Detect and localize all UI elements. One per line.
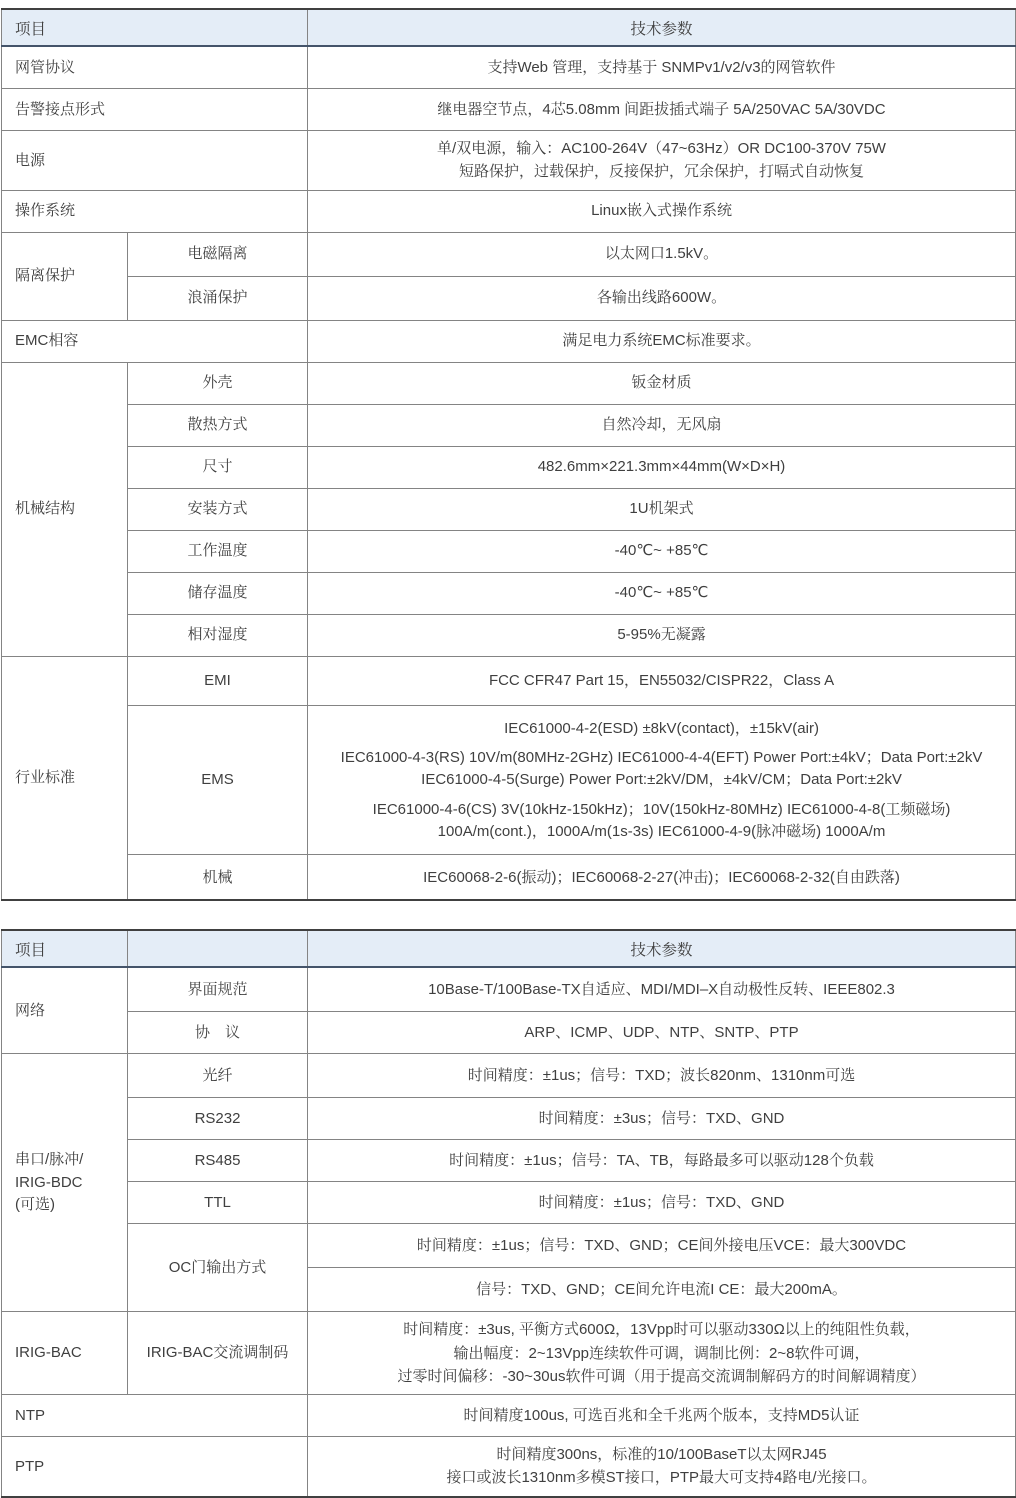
- row-network-mgmt-protocol: [2, 46, 1016, 89]
- label-irig-bac: IRIG-BAC: [2, 1312, 128, 1395]
- row-fiber: [2, 1054, 1016, 1098]
- sublabel-surge-protection: 浪涌保护: [128, 276, 308, 320]
- row-ptp: [2, 1437, 1016, 1497]
- serial-label-line-3: (可选): [15, 1196, 55, 1213]
- row-storage-temperature: [2, 572, 1016, 614]
- label-emc-compatibility: EMC相容: [2, 320, 308, 362]
- general-spec-table: [1, 8, 1016, 901]
- sublabel-ttl: TTL: [128, 1182, 308, 1224]
- row-surge-protection: [2, 276, 1016, 320]
- sublabel-electromagnetic-isolation: 电磁隔离: [128, 232, 308, 276]
- sublabel-interface-spec: 界面规范: [128, 967, 308, 1012]
- ptp-line-2: 接口或波长1310nm多模ST接口，PTP最大可支持4路电/光接口。: [446, 1469, 877, 1487]
- irig-bac-line-1: 时间精度：±3us, 平衡方式600Ω，13Vpp时可以驱动330Ω以上的纯阻性负载，: [403, 1321, 920, 1339]
- table1-header-item: 项目: [2, 9, 308, 46]
- sublabel-mechanical-standards: 机械: [128, 855, 308, 901]
- sublabel-mounting: 安装方式: [128, 488, 308, 530]
- value-dimensions: 482.6mm×221.3mm×44mm(W×D×H): [308, 446, 1016, 488]
- label-mechanical-structure: 机械结构: [2, 362, 128, 656]
- row-ntp: [2, 1395, 1016, 1437]
- value-protocols: ARP、ICMP、UDP、NTP、SNTP、PTP: [308, 1012, 1016, 1054]
- sublabel-enclosure: 外壳: [128, 362, 308, 404]
- serial-label-line-2: IRIG-BDC: [15, 1173, 83, 1191]
- row-ttl: [2, 1182, 1016, 1224]
- row-emi: [2, 656, 1016, 705]
- sublabel-oc-output: OC门输出方式: [128, 1224, 308, 1312]
- value-interface-spec: 10Base-T/100Base-TX自适应、MDI/MDI–X自动极性反转、IEEE802.3: [308, 967, 1016, 1012]
- sublabel-emi: EMI: [128, 656, 308, 705]
- row-ems: [2, 705, 1016, 855]
- ptp-line-1: 时间精度300ns，标准的10/100BaseT以太网RJ45: [496, 1446, 827, 1463]
- value-rs485: 时间精度：±1us；信号：TA、TB，每路最多可以驱动128个负载: [308, 1140, 1016, 1182]
- ems-paragraph-2: IEC61000-4-3(RS) 10V/m(80MHz-2GHz) IEC61000-4-4(EFT) Power Port:±4kV；Data Port:±2kV IEC61000-4-5(Surge) Power Port:±2kV/DM，±4kV/CM；Data Port:±2kV: [340, 749, 983, 788]
- sublabel-dimensions: 尺寸: [128, 446, 308, 488]
- row-interface-spec: [2, 967, 1016, 1012]
- table1-header-param: 技术参数: [308, 9, 1016, 46]
- row-enclosure: [2, 362, 1016, 404]
- value-network-mgmt-protocol: 支持Web 管理，支持基于 SNMPv1/v2/v3的网管软件: [308, 46, 1016, 89]
- row-rs485: [2, 1140, 1016, 1182]
- label-serial-pulse-irig-bdc: [2, 1054, 128, 1312]
- serial-label-line-1: 串口/脉冲/: [15, 1151, 84, 1168]
- value-ems: [308, 705, 1016, 855]
- value-electromagnetic-isolation: 以太网口1.5kV。: [308, 232, 1016, 276]
- sublabel-rs232: RS232: [128, 1098, 308, 1140]
- value-surge-protection: 各输出线路600W。: [308, 276, 1016, 320]
- label-power-supply: 电源: [2, 131, 308, 191]
- row-cooling: [2, 404, 1016, 446]
- value-cooling: 自然冷却，无风扇: [308, 404, 1016, 446]
- row-oc-output-1: [2, 1224, 1016, 1268]
- label-network-mgmt-protocol: 网管协议: [2, 46, 308, 89]
- table1-header-row: [2, 9, 1016, 46]
- table2-header-param: 技术参数: [308, 930, 1016, 967]
- label-ptp: PTP: [2, 1437, 308, 1497]
- sublabel-relative-humidity: 相对湿度: [128, 614, 308, 656]
- value-emc-compatibility: 满足电力系统EMC标准要求。: [308, 320, 1016, 362]
- label-industry-standards: 行业标准: [2, 656, 128, 900]
- row-operating-temperature: [2, 530, 1016, 572]
- label-network: 网络: [2, 967, 128, 1054]
- sublabel-protocols: 协 议: [128, 1012, 308, 1054]
- value-ntp: 时间精度100us, 可选百兆和全千兆两个版本，支持MD5认证: [308, 1395, 1016, 1437]
- row-power-supply: [2, 131, 1016, 191]
- row-emc-compatibility: [2, 320, 1016, 362]
- sublabel-cooling: 散热方式: [128, 404, 308, 446]
- value-relative-humidity: 5-95%无凝露: [308, 614, 1016, 656]
- row-alarm-contact: [2, 89, 1016, 131]
- value-oc-output-2: 信号：TXD、GND；CE间允许电流I CE：最大200mA。: [308, 1268, 1016, 1312]
- power-line-1: 单/双电源，输入：AC100-264V（47~63Hz）OR DC100-370V 75W: [437, 140, 886, 157]
- row-electromagnetic-isolation: [2, 232, 1016, 276]
- sublabel-rs485: RS485: [128, 1140, 308, 1182]
- table2-header-item: 项目: [2, 930, 128, 967]
- label-alarm-contact: 告警接点形式: [2, 89, 308, 131]
- row-protocols: [2, 1012, 1016, 1054]
- sublabel-storage-temperature: 储存温度: [128, 572, 308, 614]
- label-isolation-protection: 隔离保护: [2, 232, 128, 320]
- value-enclosure: 钣金材质: [308, 362, 1016, 404]
- value-fiber: 时间精度：±1us；信号：TXD；波长820nm、1310nm可选: [308, 1054, 1016, 1098]
- sublabel-ems: EMS: [128, 705, 308, 855]
- value-storage-temperature: -40℃~ +85℃: [308, 572, 1016, 614]
- value-emi: FCC CFR47 Part 15，EN55032/CISPR22，Class A: [308, 656, 1016, 705]
- table2-header-row: [2, 930, 1016, 967]
- row-operating-system: [2, 190, 1016, 232]
- value-operating-system: Linux嵌入式操作系统: [308, 190, 1016, 232]
- value-oc-output-1: 时间精度：±1us；信号：TXD、GND；CE间外接电压VCE：最大300VDC: [308, 1224, 1016, 1268]
- irig-bac-line-2: 输出幅度：2~13Vpp连续软件可调，调制比例：2~8软件可调，: [453, 1344, 870, 1362]
- value-mounting: 1U机架式: [308, 488, 1016, 530]
- row-rs232: [2, 1098, 1016, 1140]
- value-alarm-contact: 继电器空节点，4芯5.08mm 间距拔插式端子 5A/250VAC 5A/30VDC: [308, 89, 1016, 131]
- value-operating-temperature: -40℃~ +85℃: [308, 530, 1016, 572]
- ems-paragraph-1: IEC61000-4-2(ESD) ±8kV(contact)，±15kV(air): [504, 719, 819, 737]
- value-rs232: 时间精度：±3us；信号：TXD、GND: [308, 1098, 1016, 1140]
- value-power-supply: [308, 131, 1016, 191]
- sublabel-operating-temperature: 工作温度: [128, 530, 308, 572]
- row-mounting: [2, 488, 1016, 530]
- irig-bac-line-3: 过零时间偏移：-30~30us软件可调（用于提高交流调制解码方的时间解调精度）: [397, 1367, 926, 1385]
- value-ptp: [308, 1437, 1016, 1497]
- interface-spec-table: [1, 929, 1016, 1497]
- row-irig-bac: [2, 1312, 1016, 1395]
- sublabel-irig-bac-am-code: IRIG-BAC交流调制码: [128, 1312, 308, 1395]
- row-relative-humidity: [2, 614, 1016, 656]
- label-ntp: NTP: [2, 1395, 308, 1437]
- value-mechanical-standards: IEC60068-2-6(振动)；IEC60068-2-27(冲击)；IEC60068-2-32(自由跌落): [308, 855, 1016, 901]
- row-dimensions: [2, 446, 1016, 488]
- label-operating-system: 操作系统: [2, 190, 308, 232]
- power-line-2: 短路保护，过载保护，反接保护，冗余保护，打嗝式自动恢复: [459, 163, 865, 181]
- value-ttl: 时间精度：±1us；信号：TXD、GND: [308, 1182, 1016, 1224]
- ems-paragraph-3: IEC61000-4-6(CS) 3V(10kHz-150kHz)；10V(150kHz-80MHz) IEC61000-4-8(工频磁场) 100A/m(cont.)，1000A/m(1s-3s) IEC61000-4-9(脉冲磁场) 1000A/m: [372, 800, 951, 840]
- value-irig-bac: [308, 1312, 1016, 1395]
- sublabel-fiber: 光纤: [128, 1054, 308, 1098]
- row-mechanical-standards: [2, 855, 1016, 901]
- table2-header-spacer: [128, 930, 308, 967]
